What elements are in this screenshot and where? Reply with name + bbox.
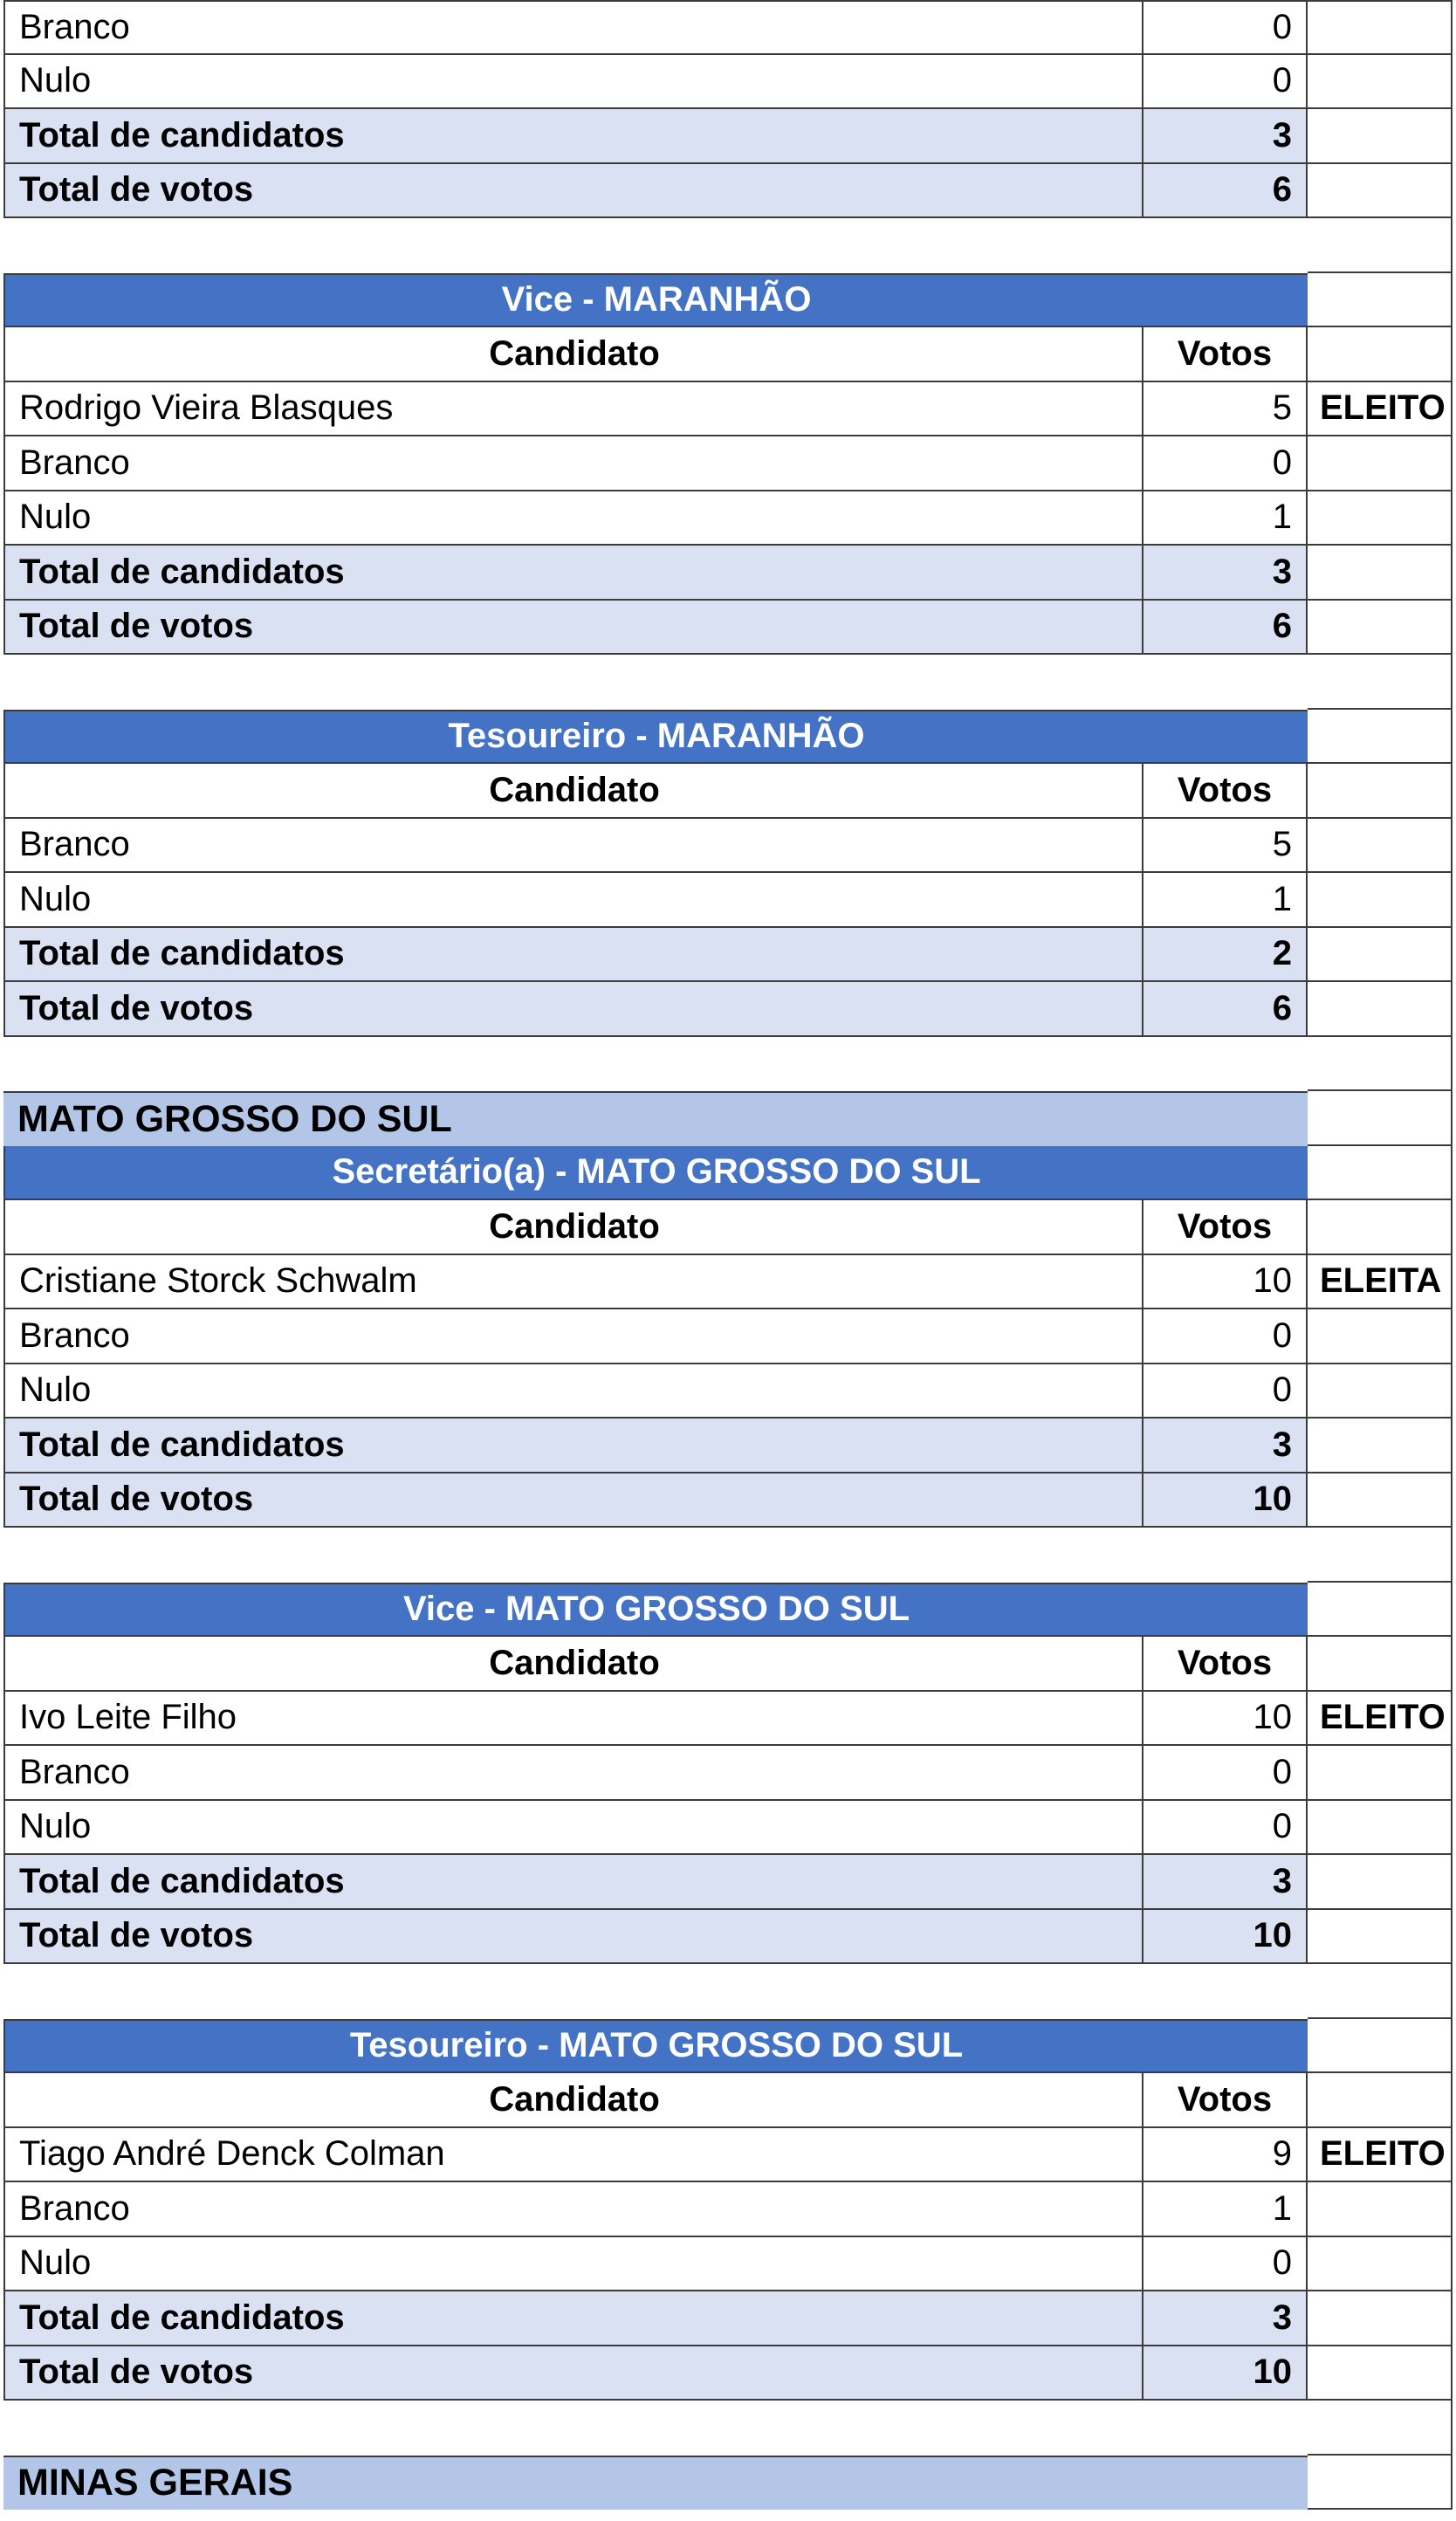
- votes-cell[interactable]: 0: [1142, 0, 1308, 55]
- votes-column-header[interactable]: Votos: [1142, 764, 1308, 819]
- blank-row: [0, 655, 1456, 710]
- total-row: [0, 928, 1456, 983]
- status-cell[interactable]: ELEITO: [1308, 1692, 1453, 1747]
- column-header-row: [0, 1637, 1456, 1692]
- candidate-name-cell[interactable]: Rodrigo Vieira Blasques: [3, 382, 1144, 437]
- candidate-column-header[interactable]: Candidato: [3, 764, 1144, 819]
- status-cell[interactable]: [1308, 2401, 1453, 2456]
- status-cell[interactable]: ELEITO: [1308, 382, 1453, 437]
- status-cell[interactable]: [1308, 1091, 1453, 1146]
- votes-column-header[interactable]: Votos: [1142, 1200, 1308, 1255]
- state-header-row: [0, 1091, 1456, 1146]
- votes-cell[interactable]: 0: [1142, 55, 1308, 110]
- status-cell[interactable]: [1308, 1964, 1453, 2019]
- candidate-column-header[interactable]: Candidato: [3, 327, 1144, 382]
- total-label-cell[interactable]: Total de candidatos: [3, 1855, 1144, 1910]
- status-cell[interactable]: [1308, 491, 1453, 546]
- votes-cell[interactable]: 10: [1142, 1692, 1308, 1747]
- blank-row: [0, 1964, 1456, 2019]
- table-row: [0, 55, 1456, 110]
- candidate-name-cell[interactable]: Nulo: [3, 55, 1144, 110]
- candidate-name-cell[interactable]: Branco: [3, 1309, 1144, 1364]
- total-row: [0, 546, 1456, 601]
- total-row: [0, 982, 1456, 1037]
- status-cell[interactable]: [1308, 1855, 1453, 1910]
- status-cell[interactable]: [1308, 1910, 1453, 1965]
- candidate-name-cell[interactable]: Nulo: [3, 1801, 1144, 1856]
- table-row: [0, 436, 1456, 491]
- total-value-cell[interactable]: 6: [1142, 164, 1308, 219]
- status-cell[interactable]: [1308, 2073, 1453, 2128]
- table-row: [0, 1746, 1456, 1801]
- votes-cell[interactable]: 1: [1142, 491, 1308, 546]
- table-row: [0, 491, 1456, 546]
- status-cell[interactable]: [1308, 2019, 1453, 2074]
- table-row: [0, 2237, 1456, 2292]
- status-cell[interactable]: [1308, 2456, 1453, 2511]
- total-row: [0, 2346, 1456, 2401]
- status-cell[interactable]: [1308, 109, 1453, 164]
- total-label-cell[interactable]: Total de candidatos: [3, 2291, 1144, 2346]
- status-cell[interactable]: [1308, 1528, 1453, 1583]
- total-value-cell[interactable]: 6: [1142, 601, 1308, 656]
- total-label-cell[interactable]: Total de votos: [3, 982, 1144, 1037]
- status-cell[interactable]: [1308, 2291, 1453, 2346]
- candidate-name-cell[interactable]: Nulo: [3, 1364, 1144, 1419]
- status-cell[interactable]: [1308, 1801, 1453, 1856]
- section-title-row: [0, 1583, 1456, 1638]
- section-title-row: [0, 1146, 1456, 1201]
- section-title[interactable]: Secretário(a) - MATO GROSSO DO SUL: [3, 1146, 1308, 1201]
- status-cell[interactable]: [1308, 273, 1453, 328]
- status-cell[interactable]: [1308, 928, 1453, 983]
- blank-row: [0, 1528, 1456, 1583]
- status-cell[interactable]: [1308, 1146, 1453, 1201]
- section-title[interactable]: Tesoureiro - MARANHÃO: [3, 710, 1308, 765]
- total-row: [0, 1855, 1456, 1910]
- status-cell[interactable]: [1308, 710, 1453, 765]
- candidate-name-cell[interactable]: Ivo Leite Filho: [3, 1692, 1144, 1747]
- column-header-row: [0, 764, 1456, 819]
- status-cell[interactable]: [1308, 982, 1453, 1037]
- total-label-cell[interactable]: Total de votos: [3, 1473, 1144, 1528]
- total-value-cell[interactable]: 3: [1142, 109, 1308, 164]
- status-cell[interactable]: [1308, 0, 1453, 55]
- total-row: [0, 1910, 1456, 1965]
- total-value-cell[interactable]: 10: [1142, 2346, 1308, 2401]
- total-row: [0, 1473, 1456, 1528]
- section-title[interactable]: Vice - MATO GROSSO DO SUL: [3, 1583, 1308, 1638]
- table-row: [0, 0, 1456, 55]
- candidate-name-cell[interactable]: Branco: [3, 1746, 1144, 1801]
- status-cell[interactable]: [1308, 764, 1453, 819]
- total-label-cell[interactable]: Total de votos: [3, 601, 1144, 656]
- status-cell[interactable]: ELEITA: [1308, 1255, 1453, 1310]
- section-title[interactable]: Tesoureiro - MATO GROSSO DO SUL: [3, 2019, 1308, 2074]
- column-header-row: [0, 1200, 1456, 1255]
- candidate-name-cell[interactable]: Nulo: [3, 2237, 1144, 2292]
- status-cell[interactable]: [1308, 1746, 1453, 1801]
- table-row: [0, 1801, 1456, 1856]
- votes-cell[interactable]: 1: [1142, 873, 1308, 928]
- section-title-row: [0, 2019, 1456, 2074]
- state-title[interactable]: MATO GROSSO DO SUL: [3, 1091, 1308, 1146]
- votes-cell[interactable]: 0: [1142, 2237, 1308, 2292]
- total-label-cell[interactable]: Total de candidatos: [3, 109, 1144, 164]
- total-value-cell[interactable]: 10: [1142, 1473, 1308, 1528]
- status-cell[interactable]: [1308, 2237, 1453, 2292]
- total-row: [0, 1418, 1456, 1473]
- table-row: [0, 2182, 1456, 2237]
- status-cell[interactable]: [1308, 1309, 1453, 1364]
- candidate-column-header[interactable]: Candidato: [3, 1637, 1144, 1692]
- status-cell[interactable]: [1308, 819, 1453, 874]
- votes-cell[interactable]: 1: [1142, 2182, 1308, 2237]
- total-row: [0, 601, 1456, 656]
- blank-row: [0, 1037, 1456, 1092]
- table-row: [0, 1364, 1456, 1419]
- votes-column-header[interactable]: Votos: [1142, 327, 1308, 382]
- total-label-cell[interactable]: Total de votos: [3, 164, 1144, 219]
- blank-row: [0, 218, 1456, 273]
- status-cell[interactable]: [1308, 2182, 1453, 2237]
- status-cell[interactable]: [1308, 55, 1453, 110]
- status-cell[interactable]: [1308, 1637, 1453, 1692]
- status-cell[interactable]: [1308, 1418, 1453, 1473]
- total-label-cell[interactable]: Total de candidatos: [3, 1418, 1144, 1473]
- status-cell[interactable]: [1308, 655, 1453, 710]
- candidate-name-cell[interactable]: Branco: [3, 436, 1144, 491]
- votes-cell[interactable]: 0: [1142, 1364, 1308, 1419]
- candidate-name-cell[interactable]: Nulo: [3, 491, 1144, 546]
- total-value-cell[interactable]: 3: [1142, 1855, 1308, 1910]
- candidate-name-cell[interactable]: Branco: [3, 2182, 1144, 2237]
- status-cell[interactable]: [1308, 436, 1453, 491]
- section-title[interactable]: Vice - MARANHÃO: [3, 273, 1308, 328]
- votes-cell[interactable]: 0: [1142, 1309, 1308, 1364]
- votes-column-header[interactable]: Votos: [1142, 2073, 1308, 2128]
- table-row: [0, 1255, 1456, 1310]
- candidate-name-cell[interactable]: Tiago André Denck Colman: [3, 2128, 1144, 2183]
- total-value-cell[interactable]: 3: [1142, 546, 1308, 601]
- votes-cell[interactable]: 5: [1142, 382, 1308, 437]
- column-header-row: [0, 327, 1456, 382]
- status-cell[interactable]: [1308, 327, 1453, 382]
- candidate-name-cell[interactable]: Nulo: [3, 873, 1144, 928]
- total-row: [0, 164, 1456, 219]
- votes-cell[interactable]: 9: [1142, 2128, 1308, 2183]
- total-row: [0, 2291, 1456, 2346]
- blank-row: [0, 2401, 1456, 2456]
- table-row: [0, 382, 1456, 437]
- votes-cell[interactable]: 0: [1142, 436, 1308, 491]
- total-label-cell[interactable]: Total de votos: [3, 2346, 1144, 2401]
- total-value-cell[interactable]: 10: [1142, 1910, 1308, 1965]
- votes-cell[interactable]: 0: [1142, 1801, 1308, 1856]
- total-value-cell[interactable]: 2: [1142, 928, 1308, 983]
- votes-column-header[interactable]: Votos: [1142, 1637, 1308, 1692]
- total-value-cell[interactable]: 3: [1142, 1418, 1308, 1473]
- section-title-row: [0, 273, 1456, 328]
- column-header-row: [0, 2073, 1456, 2128]
- table-row: [0, 1692, 1456, 1747]
- votes-cell[interactable]: 10: [1142, 1255, 1308, 1310]
- status-cell[interactable]: [1308, 218, 1453, 273]
- status-cell[interactable]: [1308, 546, 1453, 601]
- table-row: [0, 2128, 1456, 2183]
- section-title-row: [0, 710, 1456, 765]
- candidate-name-cell[interactable]: Branco: [3, 819, 1144, 874]
- state-header-row: [0, 2456, 1456, 2511]
- votes-cell[interactable]: 5: [1142, 819, 1308, 874]
- candidate-name-cell[interactable]: Cristiane Storck Schwalm: [3, 1255, 1144, 1310]
- total-label-cell[interactable]: Total de candidatos: [3, 928, 1144, 983]
- status-cell[interactable]: ELEITO: [1308, 2128, 1453, 2183]
- total-row: [0, 109, 1456, 164]
- status-cell[interactable]: [1308, 1200, 1453, 1255]
- candidate-name-cell[interactable]: Branco: [3, 0, 1144, 55]
- table-row: [0, 1309, 1456, 1364]
- status-cell[interactable]: [1308, 1037, 1453, 1092]
- status-cell[interactable]: [1308, 2346, 1453, 2401]
- candidate-column-header[interactable]: Candidato: [3, 2073, 1144, 2128]
- candidate-column-header[interactable]: Candidato: [3, 1200, 1144, 1255]
- table-row: [0, 873, 1456, 928]
- votes-cell[interactable]: 0: [1142, 1746, 1308, 1801]
- table-row: [0, 819, 1456, 874]
- status-cell[interactable]: [1308, 873, 1453, 928]
- state-title[interactable]: MINAS GERAIS: [3, 2456, 1308, 2511]
- total-value-cell[interactable]: 3: [1142, 2291, 1308, 2346]
- total-label-cell[interactable]: Total de candidatos: [3, 546, 1144, 601]
- status-cell[interactable]: [1308, 164, 1453, 219]
- status-cell[interactable]: [1308, 1473, 1453, 1528]
- status-cell[interactable]: [1308, 601, 1453, 656]
- status-cell[interactable]: [1308, 1364, 1453, 1419]
- total-value-cell[interactable]: 6: [1142, 982, 1308, 1037]
- status-cell[interactable]: [1308, 1583, 1453, 1638]
- total-label-cell[interactable]: Total de votos: [3, 1910, 1144, 1965]
